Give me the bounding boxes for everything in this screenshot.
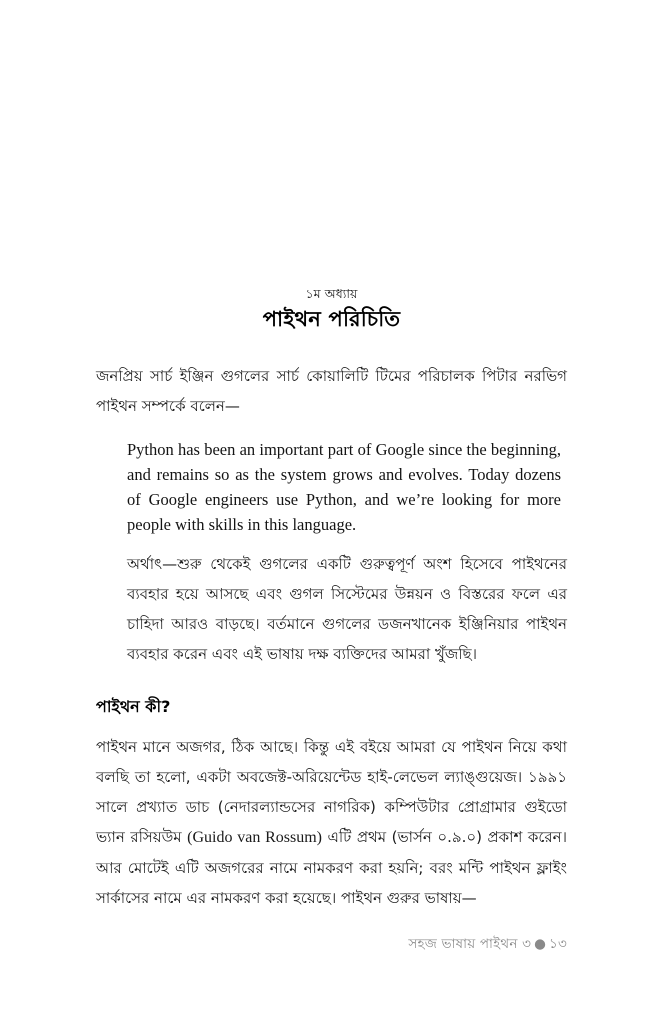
- footer-page-number: ১৩: [549, 936, 567, 952]
- footer-separator-bullet: ●: [534, 936, 547, 952]
- english-quote-text: Python has been an important part of Google since the beginning, and remains so as the system grows and evolves. Today dozens of Google engineers use Python, and we’re looking for more people with skills in this language.: [127, 439, 561, 534]
- footer-book-title: সহজ ভাষায় পাইথন ৩: [408, 936, 532, 952]
- chapter-label: ১ম অধ্যায়: [305, 286, 358, 301]
- page-content: [96, 286, 567, 913]
- section-heading-what-is-python: পাইথন কী?: [96, 696, 171, 716]
- page-footer: [96, 936, 567, 952]
- english-quote-block: [96, 437, 567, 537]
- section-body-paragraph: [96, 732, 567, 913]
- inline-latin-name: (Guido van Rossum): [187, 828, 322, 846]
- section-body-part-1: পাইথন মানে অজগর, ঠিক আছে। কিন্তু এই বইয়ে আমরা যে পাইথন নিয়ে কথা বলছি তা হলো, একটা অবজেক্ট-অরিয়েন্টেড হাই-লেভেল ল্যাঙ্গুয়েজ। ১৯৯১ সালে প্রখ্যাত ডাচ (নেদারল্যান্ডসের নাগরিক) কম্পিউটার প্রোগ্রামার গুইডো ভ্যান রসিয়উম: [96, 737, 567, 846]
- chapter-title: পাইথন পরিচিতি: [262, 306, 401, 331]
- section-body-part-2: এটি প্রথম (ভার্সন ০.৯.০) প্রকাশ করেন। আর মোটেই এটি অজগরের নামে নামকরণ করা হয়নি; বরং মন্টি পাইথন ফ্লাইং সার্কাসের নামে এর নামকরণ করা হয়েছে। পাইথন গুরুর ভাষায়—: [96, 827, 567, 907]
- bengali-translation-block: [96, 549, 567, 669]
- bengali-translation-text: অর্থাৎ—শুরু থেকেই গুগলের একটি গুরুত্বপূর্ণ অংশ হিসেবে পাইথনের ব্যবহার হয়ে আসছে এবং গুগল সিস্টেমের উন্নয়ন ও বিস্তরের ফলে এর চাহিদা আরও বাড়ছে। বর্তমানে গুগলের ডজনখানেক ইঞ্জিনিয়ার পাইথন ব্যবহার করেন এবং এই ভাষায় দক্ষ ব্যক্তিদের আমরা খুঁজছি।: [127, 554, 567, 663]
- intro-paragraph: জনপ্রিয় সার্চ ইঞ্জিন গুগলের সার্চ কোয়ালিটি টিমের পরিচালক পিটার নরভিগ পাইথন সম্পর্কে বলেন—: [96, 366, 567, 415]
